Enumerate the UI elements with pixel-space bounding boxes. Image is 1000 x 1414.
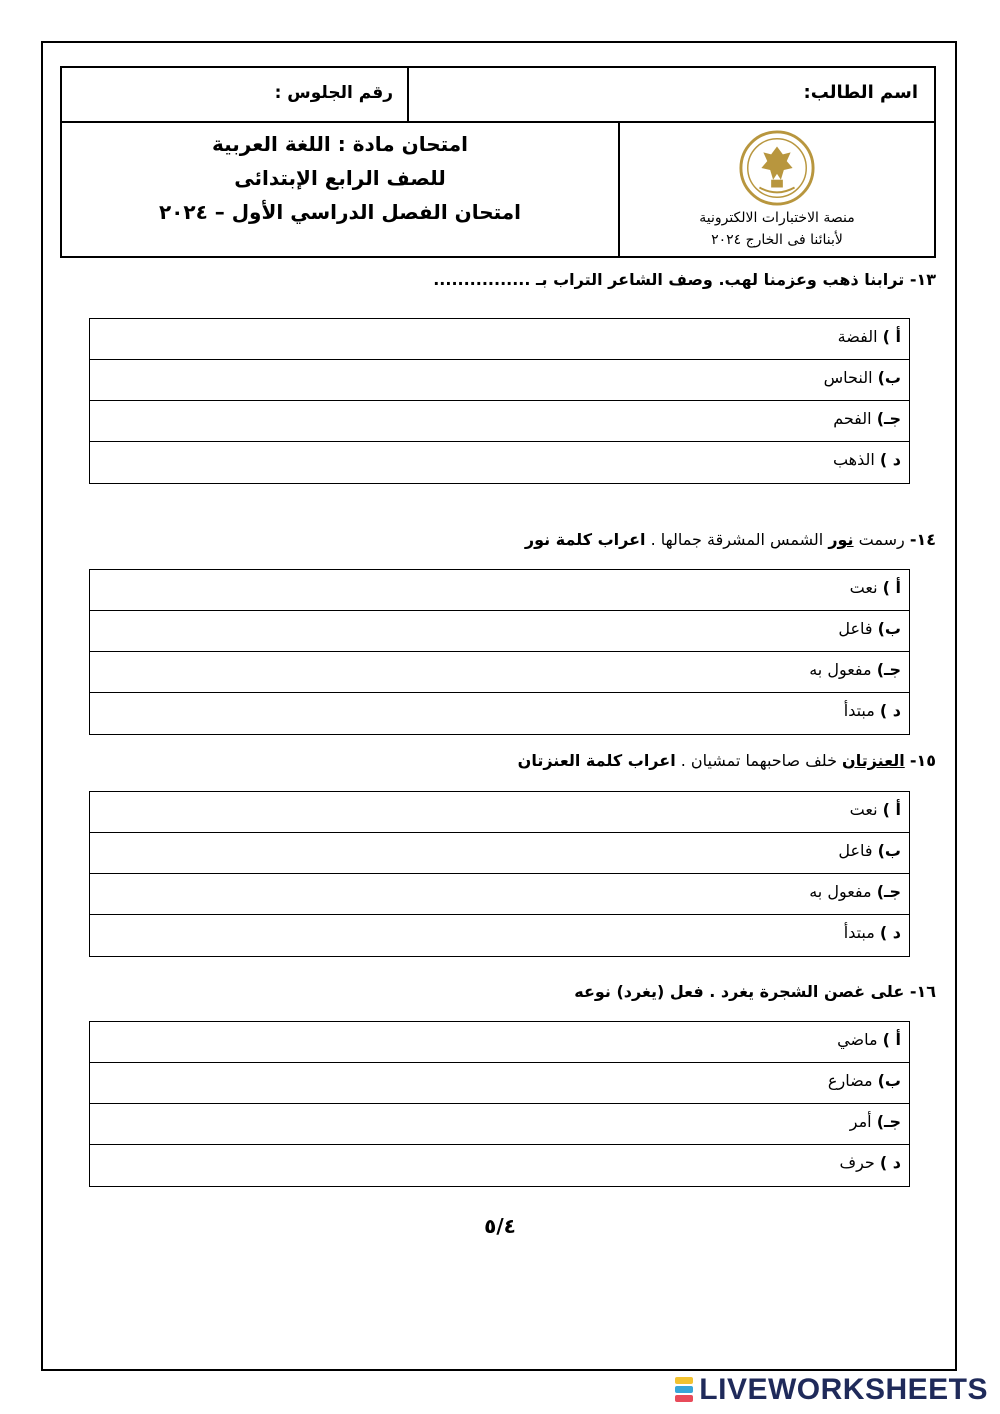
header-top-row xyxy=(62,68,934,123)
question-text: رسمت xyxy=(853,530,910,549)
option-letter: جـ) xyxy=(876,660,901,679)
question-16-options xyxy=(89,1021,910,1187)
option-letter: ب) xyxy=(877,841,901,860)
question-13-options xyxy=(89,318,910,484)
option-letter: جـ) xyxy=(876,1112,901,1131)
option-text: مضارع xyxy=(827,1071,878,1090)
option-letter: د ) xyxy=(879,1153,901,1172)
option-row[interactable] xyxy=(90,401,909,442)
option-text: نعت xyxy=(849,800,883,819)
option-text: أمر xyxy=(849,1112,877,1131)
student-name-label: اسم الطالب: xyxy=(407,68,934,121)
option-text: مبتدأ xyxy=(843,701,880,720)
liveworksheets-icon xyxy=(675,1377,693,1403)
option-row[interactable] xyxy=(90,1063,909,1104)
option-row[interactable] xyxy=(90,792,909,833)
exam-header xyxy=(60,66,936,258)
option-text: ماضي xyxy=(837,1030,883,1049)
option-row[interactable] xyxy=(90,693,909,734)
option-letter: ب) xyxy=(877,619,901,638)
question-text: الشمس المشرقة جمالها . xyxy=(645,530,829,549)
option-row[interactable] xyxy=(90,570,909,611)
question-number: ١٥- xyxy=(909,751,936,770)
option-letter: جـ) xyxy=(876,409,901,428)
question-number: ١٤- xyxy=(909,530,936,549)
option-row[interactable] xyxy=(90,360,909,401)
option-letter: جـ) xyxy=(876,882,901,901)
page-number: ٥/٤ xyxy=(484,1214,516,1238)
question-number: ١٣- xyxy=(909,270,936,289)
question-15-title xyxy=(518,751,936,770)
exam-grade: للصف الرابع الإبتدائى xyxy=(234,166,446,190)
option-text: الفضة xyxy=(837,327,883,346)
option-letter: ب) xyxy=(877,1071,901,1090)
question-text: خلف صاحبهما تمشيان . xyxy=(675,751,843,770)
option-letter: أ ) xyxy=(882,800,901,819)
option-letter: أ ) xyxy=(882,327,901,346)
option-letter: أ ) xyxy=(882,1030,901,1049)
question-instruction: اعراب كلمة العنزتان xyxy=(517,751,676,770)
option-row[interactable] xyxy=(90,915,909,956)
option-row[interactable] xyxy=(90,1022,909,1063)
question-text: ترابنا ذهب وعزمنا لهب. وصف الشاعر التراب بـ ................ xyxy=(433,270,910,289)
seat-number-label: رقم الجلوس : xyxy=(274,83,393,103)
exam-info-cell xyxy=(62,123,618,256)
question-13-title xyxy=(433,270,936,289)
question-15-options xyxy=(89,791,910,957)
option-row[interactable] xyxy=(90,442,909,483)
option-letter: د ) xyxy=(879,701,901,720)
platform-line-2: لأبنائنا فى الخارج ٢٠٢٤ xyxy=(711,232,843,248)
option-letter: أ ) xyxy=(882,578,901,597)
option-row[interactable] xyxy=(90,874,909,915)
question-16-title xyxy=(574,982,936,1001)
option-letter: د ) xyxy=(879,450,901,469)
option-row[interactable] xyxy=(90,652,909,693)
question-target-word: العنزتان xyxy=(842,751,905,770)
option-row[interactable] xyxy=(90,319,909,360)
exam-term: امتحان الفصل الدراسي الأول – ٢٠٢٤ xyxy=(158,200,522,224)
option-text: نعت xyxy=(849,578,883,597)
platform-line-1: منصة الاختبارات الالكترونية xyxy=(699,210,855,226)
question-number: ١٦- xyxy=(909,982,936,1001)
option-row[interactable] xyxy=(90,1104,909,1145)
option-row[interactable] xyxy=(90,1145,909,1186)
question-instruction: اعراب كلمة نور xyxy=(524,530,646,549)
option-letter: ب) xyxy=(877,368,901,387)
question-14-options xyxy=(89,569,910,735)
option-text: فاعل xyxy=(838,841,878,860)
option-text: مفعول به xyxy=(809,882,877,901)
option-text: فاعل xyxy=(838,619,878,638)
option-text: الفحم xyxy=(833,409,877,428)
option-letter: د ) xyxy=(879,923,901,942)
exam-subject: امتحان مادة : اللغة العربية xyxy=(211,132,469,156)
option-row[interactable] xyxy=(90,833,909,874)
option-text: مفعول به xyxy=(809,660,877,679)
option-row[interactable] xyxy=(90,611,909,652)
liveworksheets-logo[interactable] xyxy=(675,1373,988,1407)
option-text: النحاس xyxy=(823,368,878,387)
question-14-title xyxy=(525,530,936,549)
option-text: الذهب xyxy=(832,450,880,469)
option-text: حرف xyxy=(839,1153,880,1172)
ministry-emblem-icon xyxy=(738,129,816,207)
option-text: مبتدأ xyxy=(843,923,880,942)
question-text: على غصن الشجرة يغرد . فعل (يغرد) نوعه xyxy=(574,982,910,1001)
liveworksheets-wordmark: LIVEWORKSHEETS xyxy=(699,1373,988,1406)
question-target-word: نور xyxy=(828,530,854,549)
ministry-logo-cell xyxy=(618,123,934,256)
